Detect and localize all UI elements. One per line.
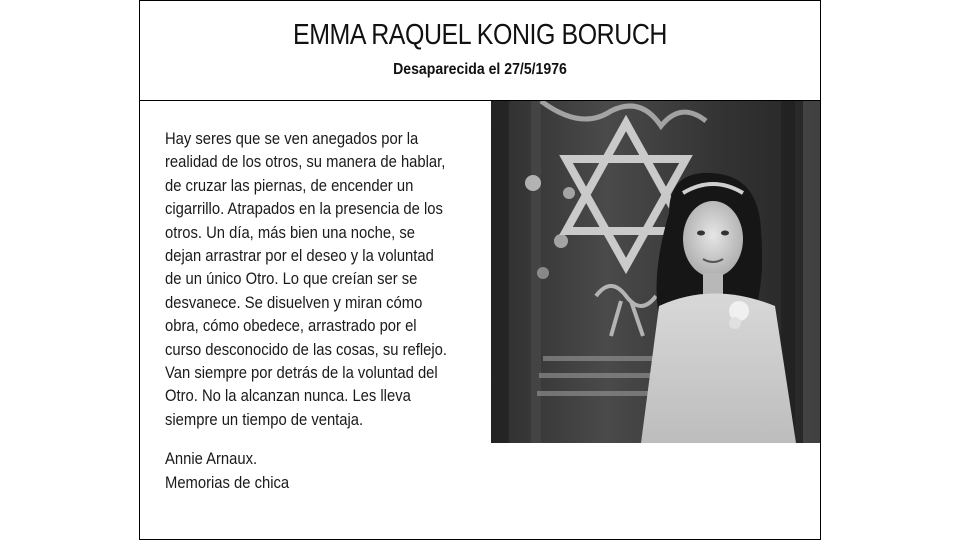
quote-line: Hay seres que se ven anegados por la	[165, 129, 419, 148]
quote-line: Van siempre por detrás de la voluntad del	[165, 363, 438, 383]
portrait-image	[491, 101, 820, 443]
quote-line: cigarrillo. Atrapados en la presencia de los	[165, 199, 443, 219]
quote-author: Annie Arnaux.	[165, 449, 258, 468]
quote-line: curso desconocido de las cosas, su reflejo.	[165, 339, 447, 359]
quote-line: dejan arrastrar por el deseo y la voluntad	[165, 246, 434, 266]
quote-line: desvanece. Se disuelven y miran cómo	[165, 292, 423, 312]
quote-line: otros. Un día, más bien una noche, se	[165, 222, 415, 242]
quote-line: realidad de los otros, su manera de hablar,	[165, 152, 446, 172]
person-name: EMMA RAQUEL KONIG BORUCH	[292, 19, 667, 51]
quote-line: siempre un tiempo de ventaja.	[165, 409, 364, 429]
quote-attribution	[165, 447, 308, 495]
card-header	[140, 1, 820, 101]
quote-line: de un único Otro. Lo que creían ser se	[165, 269, 418, 289]
quote-text	[165, 127, 483, 431]
quote-source: Memorias de chica	[165, 473, 290, 492]
quote-line: obra, cómo obedece, arrastrado por el	[165, 316, 417, 336]
quote-line: Otro. No la alcanzan nunca. Les lleva	[165, 386, 411, 406]
portrait-photo	[491, 101, 820, 443]
quote-line: de cruzar las piernas, de encender un	[165, 175, 414, 195]
memorial-card	[139, 0, 821, 540]
disappearance-date: Desaparecida el 27/5/1976	[393, 61, 567, 78]
